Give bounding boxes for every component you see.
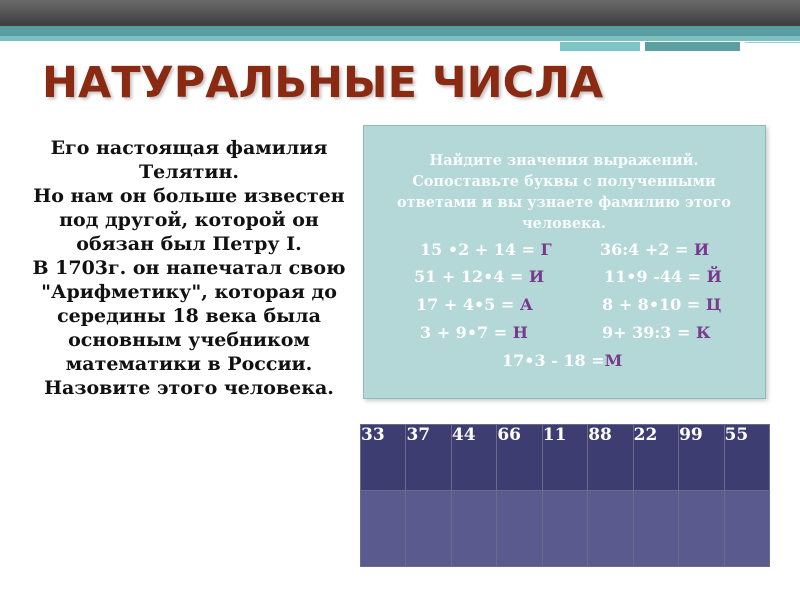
expression bbox=[420, 240, 552, 259]
task-instructions: Найдите значения выражений. Сопоставьте буквы с полученными ответами и вы узнаете фамилию этого человека. bbox=[397, 152, 731, 232]
expression-text: 15 •2 + 14 = bbox=[420, 240, 541, 259]
task-box bbox=[363, 125, 766, 399]
decorative-segment bbox=[645, 42, 740, 51]
table-cell: 66 bbox=[497, 425, 542, 491]
answer-cell[interactable] bbox=[633, 491, 678, 567]
expression-letter: Н bbox=[512, 323, 528, 342]
table-cell: 33 bbox=[361, 425, 406, 491]
expression bbox=[502, 351, 622, 370]
expression-letter: К bbox=[695, 323, 711, 342]
table-row bbox=[361, 425, 770, 491]
table-cell: 55 bbox=[724, 425, 770, 491]
table-cell: 88 bbox=[588, 425, 633, 491]
answer-cell[interactable] bbox=[679, 491, 724, 567]
expression bbox=[416, 295, 533, 314]
table-cell: 37 bbox=[406, 425, 451, 491]
biography-paragraph: Но нам он больше известен под другой, которой он обязан был Петру I. bbox=[33, 185, 345, 255]
expression-text: 11•9 -44 = bbox=[604, 267, 707, 286]
decorative-segment bbox=[745, 42, 800, 52]
biography-paragraph: В 1703г. он напечатал свою "Арифметику", которая до середины 18 века была основным учебником математики в России. bbox=[32, 257, 346, 375]
teal-decorative-stripe bbox=[0, 36, 800, 41]
expression-text: 9+ 39:3 = bbox=[602, 323, 696, 342]
expression-letter: И bbox=[528, 267, 545, 286]
answer-cell[interactable] bbox=[361, 491, 406, 567]
table-row bbox=[361, 491, 770, 567]
answer-cell[interactable] bbox=[724, 491, 770, 567]
expression-text: 3 + 9•7 = bbox=[420, 323, 513, 342]
expression bbox=[604, 267, 722, 286]
expression-letter: И bbox=[693, 240, 710, 259]
expression-letter: Ц bbox=[705, 295, 722, 314]
teal-decorative-bar bbox=[0, 26, 800, 36]
expression-text: 36:4 +2 = bbox=[600, 240, 694, 259]
biography-paragraph: Назовите этого человека. bbox=[44, 377, 334, 399]
expression bbox=[600, 240, 709, 259]
answer-cell[interactable] bbox=[497, 491, 542, 567]
expression-text: 17 + 4•5 = bbox=[416, 295, 520, 314]
table-cell: 11 bbox=[542, 425, 587, 491]
slide-title: НАТУРАЛЬНЫЕ ЧИСЛА bbox=[42, 58, 604, 108]
top-decorative-bar bbox=[0, 0, 800, 26]
table-cell: 99 bbox=[679, 425, 724, 491]
expression bbox=[602, 323, 711, 342]
expression-letter: Г bbox=[540, 240, 552, 259]
answer-cell[interactable] bbox=[451, 491, 496, 567]
biography-text bbox=[30, 136, 348, 400]
biography-paragraph: Его настоящая фамилия Телятин. bbox=[50, 137, 328, 183]
table-cell: 22 bbox=[633, 425, 678, 491]
expression-text: 8 + 8•10 = bbox=[602, 295, 706, 314]
expression-text: 51 + 12•4 = bbox=[414, 267, 529, 286]
answer-cell[interactable] bbox=[406, 491, 451, 567]
table-cell: 44 bbox=[451, 425, 496, 491]
expression-letter: М bbox=[604, 351, 623, 370]
answers-table bbox=[360, 424, 770, 567]
expression-text: 17•3 - 18 = bbox=[502, 351, 605, 370]
answer-cell[interactable] bbox=[542, 491, 587, 567]
expression bbox=[414, 267, 544, 286]
decorative-segment bbox=[560, 42, 640, 51]
expression bbox=[420, 323, 528, 342]
expression-letter: А bbox=[519, 295, 533, 314]
expression bbox=[602, 295, 721, 314]
expression-letter: Й bbox=[706, 267, 722, 286]
answer-cell[interactable] bbox=[588, 491, 633, 567]
